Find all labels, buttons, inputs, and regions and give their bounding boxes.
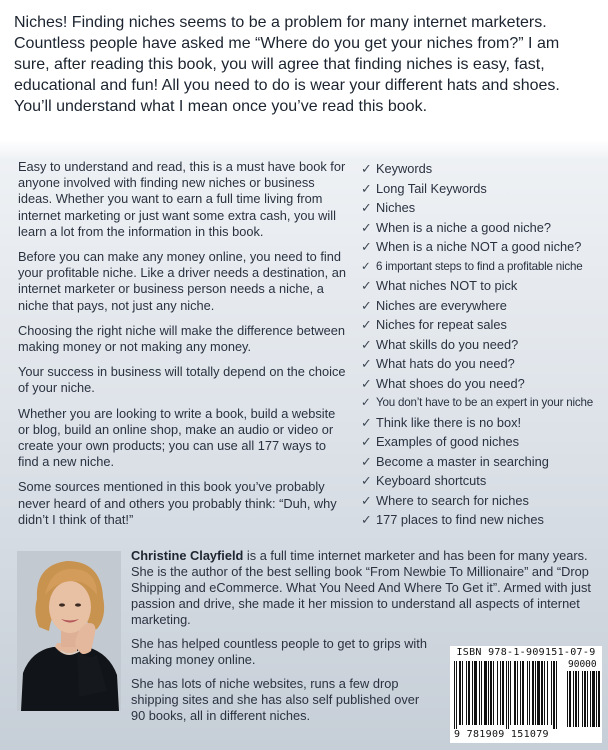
check-icon: ✓ [361,434,372,449]
barcode-bar [575,671,577,727]
barcode-bar [529,661,530,725]
barcode-bar [462,661,463,725]
description-paragraph: Easy to understand and read, this is a must have book for anyone involved with finding new niches or business ideas. Whether you want to earn a full time living from internet marketing or just want some extra cash, you will learn a lot from the information in this book. [18,159,346,239]
barcode-bar [578,671,579,727]
checklist-item [361,413,601,433]
barcode-bar [522,661,524,725]
barcode-bar [551,661,552,725]
checklist-label: When is a niche a good niche? [376,219,552,235]
author-bio-paragraph: She has lots of niche websites, runs a few drop shipping sites and she has also self published over 90 books, all in different niches. [131,676,420,723]
topics-checklist [361,159,601,530]
ean-first-digit: 9 [454,729,461,740]
checklist-item [361,393,601,413]
checklist-item [361,491,601,511]
barcode-bar [547,661,548,725]
check-icon: ✓ [361,200,372,215]
check-icon: ✓ [361,396,371,409]
barcode-bar [479,661,480,725]
checklist-item [361,237,601,257]
checklist-label: What shoes do you need? [376,375,525,391]
barcode-bar [590,671,591,727]
checklist-label: Niches for repeat sales [376,317,507,332]
checklist-item [361,179,601,199]
checklist-item [361,296,601,316]
check-icon: ✓ [361,414,372,430]
checklist-item [361,354,601,374]
barcode-bar [500,661,501,725]
isbn-label: ISBN 978-1-909151-07-9 [456,647,596,658]
barcode-bar [556,661,557,729]
barcode-bar [517,661,518,725]
checklist-item [361,276,601,296]
barcode-bar [541,661,543,725]
barcode-bar [502,661,504,725]
barcode-bar [490,661,492,725]
barcode-bar [527,661,528,725]
description-paragraph: Whether you are looking to write a book, build a website or blog, build an online shop, make an audio or video or create your own products; you can use all 177 ways to find a new niche. [18,405,336,470]
author-bio-paragraph [131,548,598,628]
ean-left-digits: 781909 [466,729,505,740]
checklist-label: What hats do you need? [376,356,515,371]
author-bio-text: is a full time internet marketer and has been for many years. She is the author of the best selling book “From Newbie To Millionaire” and “Drop Shipping and eCommerce. What You Need And Where To Get it”. Armed with just passion and drive, she made it her mission to understand all aspects of internet marketing. [131,548,591,627]
check-icon: ✓ [361,356,372,371]
barcode-bar [544,661,545,725]
check-icon: ✓ [361,473,372,488]
check-icon: ✓ [361,453,372,469]
description-paragraph: Before you can make any money online, you need to find your profitable niche. Like a driver needs a destination, an internet marketer or business person needs a niche, a niche that pays, not just any niche. [18,249,346,313]
checklist-item [361,218,601,238]
barcode-bar [466,661,467,725]
check-icon: ✓ [361,239,372,254]
barcode-bar [520,661,521,725]
checklist-label: What skills do you need? [376,336,519,352]
barcode-addon-number: 90000 [568,659,597,670]
checklist-label: Keywords [376,161,433,176]
checklist-item [361,374,601,394]
barcode-bar [592,671,595,727]
checklist-label: 177 places to find new niches [376,512,544,527]
checklist-item [361,315,601,335]
check-icon: ✓ [361,161,372,176]
barcode-bar [553,661,555,729]
barcode-bar [596,671,597,727]
check-icon: ✓ [361,259,371,273]
barcode-bar [532,661,534,725]
checklist-label: Think like there is no box! [376,414,522,430]
barcode-bar [506,661,507,729]
author-name: Christine Clayfield [131,548,244,563]
checklist-label: You don’t have to be an expert in your niche [376,396,594,409]
description-paragraph: Choosing the right niche will make the difference between making money or not making any money. [18,322,345,355]
check-icon: ✓ [361,297,372,313]
checklist-label: Become a master in searching [376,453,549,469]
check-icon: ✓ [361,492,372,508]
description-paragraph: Some sources mentioned in this book you’ve probably never heard of and others you probably think: “Duh, why didn’t I think of that!” [18,479,337,527]
isbn-barcode [450,646,602,743]
book-description [18,159,348,537]
check-icon: ✓ [361,278,372,293]
barcode-bar [484,661,487,725]
checklist-label: Where to search for niches [376,492,529,508]
barcode-addon-bars-icon [567,671,600,729]
barcode-bar [481,661,482,725]
intro-paragraph: Niches! Finding niches seems to be a problem for many internet marketers. Countless people have asked me “Where do you get your niches from?” I am sure, after reading this book, you will agree that finding niches is easy, fast, educational and fun! All you need to do is wear your different hats and shoes. You’ll understand what I mean once you’ve read this book. [14,14,560,115]
barcode-bar [456,661,457,729]
barcode-bar [472,661,473,725]
checklist-item [361,159,601,179]
check-icon: ✓ [361,180,372,196]
barcode-bar [488,661,489,725]
checklist-label: Examples of good niches [376,434,519,449]
author-portrait-illustration [17,551,121,711]
checklist-label: When is a niche NOT a good niche? [376,239,582,254]
ean-right-digits: 151079 [510,729,549,740]
checklist-item [361,198,601,218]
barcode-bar [535,661,536,725]
checklist-label: Keyboard shortcuts [376,473,487,488]
barcode-bar [582,671,583,727]
barcode-bar [493,661,494,725]
check-icon: ✓ [361,336,372,352]
barcode-bar [459,661,461,725]
author-photo [17,551,121,711]
checklist-item [361,335,601,355]
barcode-bar [587,671,588,727]
checklist-label: 6 important steps to find a profitable niche [376,259,583,273]
barcode-bar [468,661,470,725]
checklist-item [361,471,601,491]
checklist-item [361,257,601,277]
barcode-bar [514,661,516,725]
barcode-bar [598,671,600,727]
barcode-bar [510,661,511,725]
checklist-item [361,510,601,530]
barcode-bar [474,661,477,725]
barcode-bar [573,671,574,727]
checklist-label: What niches NOT to pick [376,278,518,293]
barcode-bars-icon [454,661,564,729]
checklist-label: Niches [376,200,416,215]
barcode-bar [537,661,540,725]
check-icon: ✓ [361,219,372,235]
barcode-bar [508,661,509,729]
barcode-bar [584,671,586,727]
description-paragraph: Your success in business will totally depend on the choice of your niche. [18,364,346,396]
checklist-item [361,452,601,472]
ean-digits [454,729,564,740]
barcode-bar [567,671,568,727]
barcode-bar [569,671,571,727]
check-icon: ✓ [361,512,372,527]
checklist-item [361,432,601,452]
barcode-bar [454,661,455,729]
check-icon: ✓ [361,317,372,332]
barcode-bar [497,661,498,725]
check-icon: ✓ [361,375,372,391]
checklist-label: Long Tail Keywords [376,180,487,196]
checklist-label: Niches are everywhere [376,297,507,313]
author-bio-paragraph: She has helped countless people to get to grips with making money online. [131,636,427,667]
